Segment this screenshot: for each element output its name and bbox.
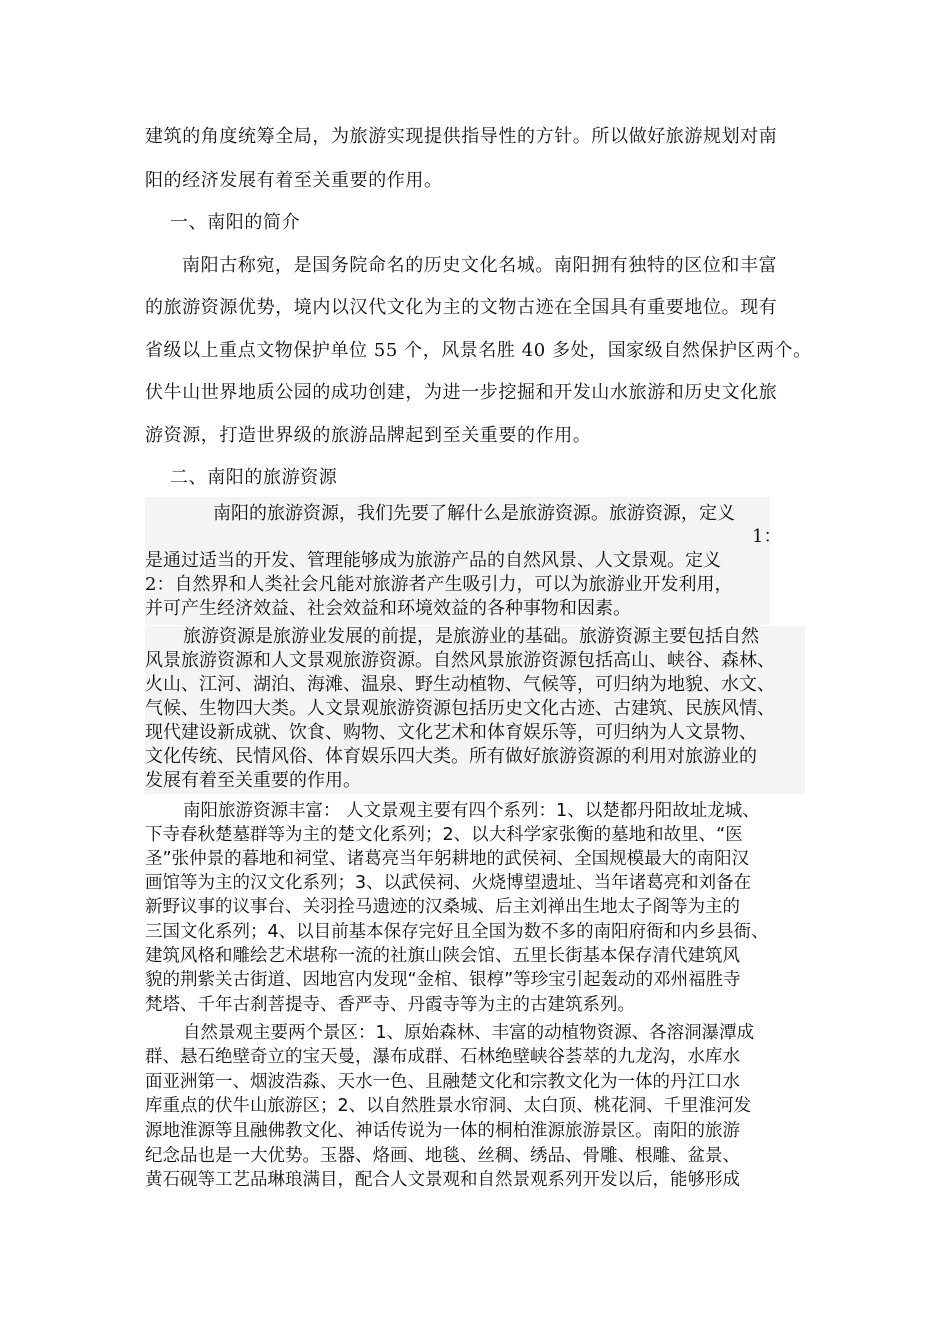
humanities-line: 圣”张仲景的暮地和祠堂、诸葛亮当年躬耕地的武侯祠、全国规模最大的南阳汉 bbox=[145, 849, 750, 869]
nature-line: 源地淮源等且融佛教文化、神话传说为一体的桐柏淮源旅游景区。南阳的旅游 bbox=[145, 1121, 740, 1141]
humanities-line: 貌的荆紫关古街道、因地宫内发现“金棺、银椁”等珍宝引起轰动的邓州福胜寺 bbox=[145, 970, 741, 990]
nature-line: 自然景观主要两个景区：1、原始森林、丰富的动植物资源、各溶洞瀑潭成 bbox=[183, 1023, 755, 1043]
premise-line: 现代建设新成就、饮食、购物、文化艺术和体育娱乐等，可归纳为人文景物、 bbox=[145, 722, 757, 743]
nature-line: 面亚洲第一、烟波浩淼、天水一色、且融楚文化和宗教文化为一体的丹江口水 bbox=[145, 1072, 740, 1092]
intro-line: 阳的经济发展有着至关重要的作用。 bbox=[145, 170, 443, 191]
humanities-line: 三国文化系列；4、以目前基本保存完好且全国为数不多的南阳府衙和内乡县衙、 bbox=[145, 922, 769, 942]
definition-line: 2：自然界和人类社会凡能对旅游者产生吸引力，可以为旅游业开发利用， bbox=[145, 574, 733, 595]
premise-line: 发展有着至关重要的作用。 bbox=[145, 770, 361, 791]
premise-line: 旅游资源是旅游业发展的前提，是旅游业的基础。旅游资源主要包括自然 bbox=[183, 626, 759, 647]
nature-line: 群、悬石绝壁奇立的宝天曼，瀑布成群、石林绝壁峡谷荟萃的九龙沟，水库水 bbox=[145, 1047, 740, 1067]
premise-line: 火山、江河、湖泊、海滩、温泉、野生动植物、气候等，可归纳为地貌、水文、 bbox=[145, 674, 775, 695]
section1-line: 伏牛山世界地质公园的成功创建，为进一步挖掘和开发山水旅游和历史文化旅 bbox=[145, 382, 778, 403]
humanities-line: 新野议事的议事台、关羽拴马遗迹的汉桑城、后主刘禅出生地太子阁等为主的 bbox=[145, 897, 740, 917]
humanities-line: 下寺春秋楚墓群等为主的楚文化系列；2、以大科学家张衡的墓地和故里、“医 bbox=[145, 825, 743, 845]
humanities-line: 梵塔、千年古刹菩提寺、香严寺、丹霞寺等为主的古建筑系列。 bbox=[145, 995, 635, 1015]
section-heading-resources: 二、南阳的旅游资源 bbox=[170, 467, 338, 488]
premise-line: 风景旅游资源和人文景观旅游资源。自然风景旅游资源包括高山、峡谷、森林、 bbox=[145, 650, 775, 671]
definition-line: 是通过适当的开发、管理能够成为旅游产品的自然风景、人文景观。定义 bbox=[145, 550, 721, 571]
premise-line: 文化传统、民情风俗、体育娱乐四大类。所有做好旅游资源的利用对旅游业的 bbox=[145, 746, 757, 767]
nature-line: 纪念品也是一大优势。玉器、烙画、地毯、丝稠、绣品、骨雕、根雕、盆景、 bbox=[145, 1146, 740, 1166]
intro-line: 建筑的角度统筹全局，为旅游实现提供指导性的方针。所以做好旅游规划对南 bbox=[145, 126, 778, 147]
humanities-line: 南阳旅游资源丰富： 人文景观主要有四个系列：1、以楚都丹阳故址龙城、 bbox=[183, 801, 760, 821]
section1-line: 南阳古称宛，是国务院命名的历史文化名城。南阳拥有独特的区位和丰富 bbox=[182, 255, 778, 276]
nature-line: 黄石砚等工艺品琳琅满目，配合人文景观和自然景观系列开发以后，能够形成 bbox=[145, 1170, 740, 1190]
section1-line: 游资源，打造世界级的旅游品牌起到至关重要的作用。 bbox=[145, 425, 592, 446]
definition-line: 1： bbox=[752, 526, 782, 547]
definition-line: 南阳的旅游资源，我们先要了解什么是旅游资源。旅游资源，定义 bbox=[213, 503, 735, 524]
section1-line: 的旅游资源优势，境内以汉代文化为主的文物古迹在全国具有重要地位。现有 bbox=[145, 297, 778, 318]
humanities-line: 建筑风格和雕绘艺术堪称一流的社旗山陕会馆、五里长街基本保存清代建筑风 bbox=[145, 946, 740, 966]
premise-line: 气候、生物四大类。人文景观旅游资源包括历史文化古迹、古建筑、民族风情、 bbox=[145, 698, 775, 719]
section-heading-intro: 一、南阳的简介 bbox=[170, 212, 301, 233]
section1-line: 省级以上重点文物保护单位 55 个，风景名胜 40 多处，国家级自然保护区两个。 bbox=[145, 340, 812, 361]
humanities-line: 画馆等为主的汉文化系列；3、以武侯祠、火烧博望遗址、当年诸葛亮和刘备在 bbox=[145, 873, 752, 893]
definition-line: 并可产生经济效益、社会效益和环境效益的各种事物和因素。 bbox=[145, 598, 631, 619]
nature-line: 库重点的伏牛山旅游区；2、以自然胜景水帘洞、太白顶、桃花洞、千里淮河发 bbox=[145, 1096, 752, 1116]
